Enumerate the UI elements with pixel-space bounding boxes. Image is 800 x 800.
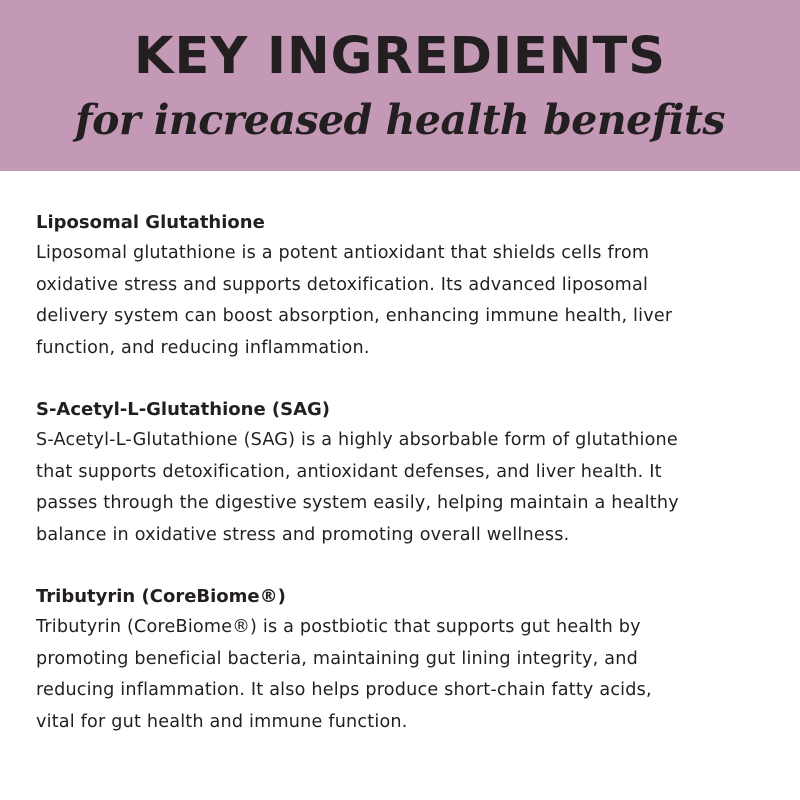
- header-banner: [0, 0, 800, 171]
- ingredient-section-liposomal-glutathione: [36, 208, 776, 364]
- description-line: vital for gut health and immune function.: [36, 711, 408, 732]
- ingredient-heading: Tributyrin (CoreBiome®): [36, 586, 286, 607]
- ingredient-heading: S-Acetyl-L-Glutathione (SAG): [36, 399, 331, 420]
- description-line: S-Acetyl-L-Glutathione (SAG) is a highly absorbable form of glutathione: [36, 430, 678, 450]
- description-line: oxidative stress and supports detoxification. Its advanced liposomal: [36, 274, 649, 295]
- description-line: Liposomal glutathione is a potent antioxidant that shields cells from: [36, 243, 650, 263]
- description-line: that supports detoxification, antioxidant defenses, and liver health. It: [36, 461, 662, 482]
- ingredients-list: [36, 208, 776, 769]
- description-line: passes through the digestive system easily, helping maintain a healthy: [36, 493, 679, 513]
- description-line: balance in oxidative stress and promoting overall wellness.: [36, 524, 570, 545]
- description-line: reducing inflammation. It also helps produce short-chain fatty acids,: [36, 680, 652, 700]
- description-line: delivery system can boost absorption, enhancing immune health, liver: [36, 306, 673, 326]
- ingredient-section-tributyrin: [36, 582, 776, 738]
- page-subtitle: for increased health benefits: [74, 96, 725, 144]
- description-line: function, and reducing inflammation.: [36, 337, 370, 358]
- ingredient-description: [36, 238, 776, 364]
- ingredient-description: [36, 425, 776, 551]
- description-line: promoting beneficial bacteria, maintaining gut lining integrity, and: [36, 648, 638, 669]
- ingredient-description: [36, 612, 776, 738]
- description-line: Tributyrin (CoreBiome®) is a postbiotic that supports gut health by: [36, 617, 641, 637]
- page-title: KEY INGREDIENTS: [133, 27, 667, 86]
- ingredient-heading: Liposomal Glutathione: [36, 212, 265, 233]
- ingredient-section-sag: [36, 395, 776, 551]
